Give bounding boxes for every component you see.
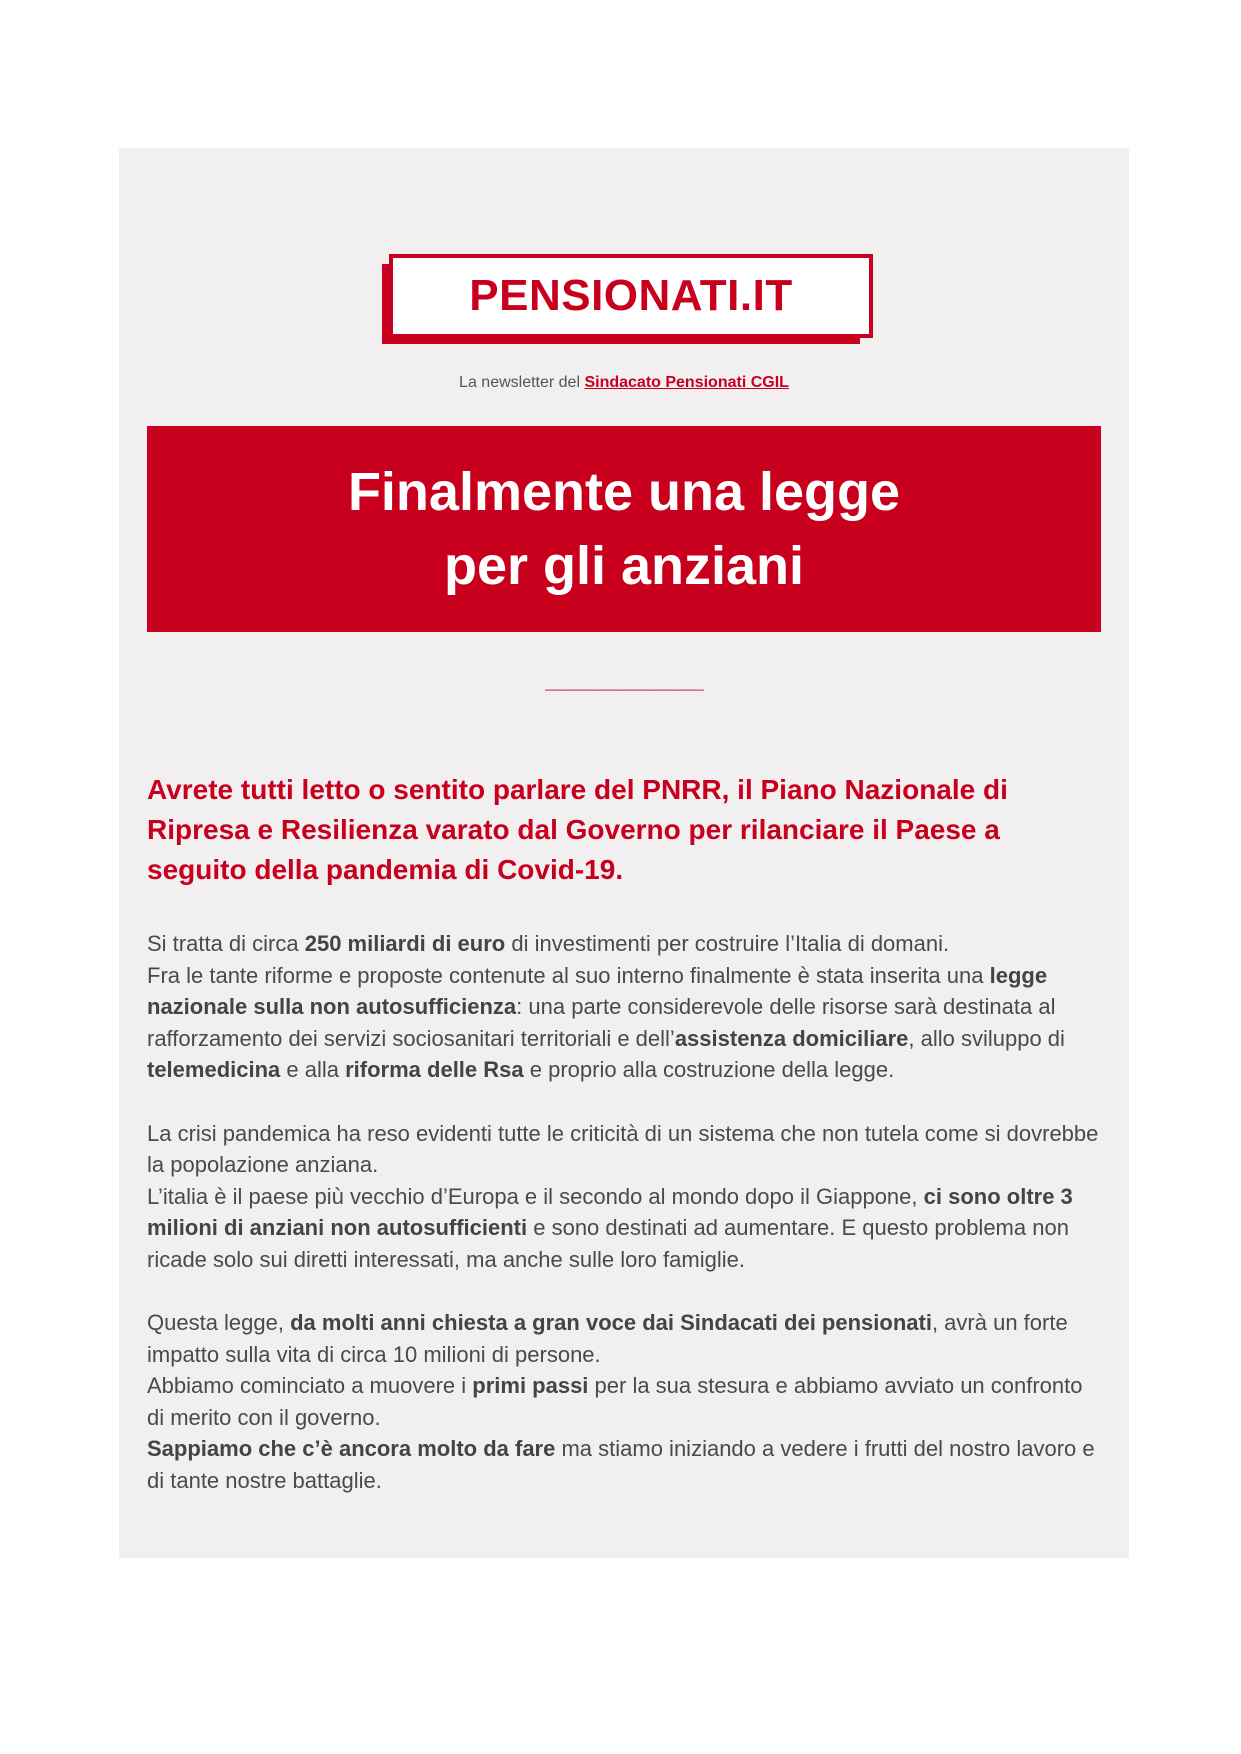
bold-text: assistenza domiciliare — [674, 1025, 909, 1051]
text: : una parte considerevole delle risorse sarà destinata al rafforzamento dei servizi sociosanitari territoriali e dell’ — [147, 994, 1056, 1051]
logo-text: PENSIONATI.IT — [469, 271, 793, 320]
text: La crisi pandemica ha reso evidenti tutte le criticità di un sistema che non tutela come si dovrebbe la popolazione anziana. — [147, 1120, 1099, 1177]
text: Abbiamo cominciato a muovere i — [147, 1373, 473, 1398]
lead-paragraph: Avrete tutti letto o sentito parlare del PNRR, il Piano Nazionale di Ripresa e Resilienza varato dal Governo per rilanciare il Paese a seguito della pandemia di Covid-19. — [147, 774, 1008, 885]
article-body — [147, 770, 1101, 1528]
paragraph-2 — [147, 1118, 1101, 1276]
headline-banner — [147, 426, 1101, 632]
text: per la sua stesura e abbiamo avviato un confronto di merito con il governo. — [147, 1373, 1083, 1430]
text: , avrà un forte impatto sulla vita di circa 10 milioni di persone. — [147, 1310, 1068, 1367]
logo-box — [389, 254, 873, 338]
bold-text: Sappiamo che c’è ancora molto da fare — [147, 1436, 556, 1461]
divider: ______________ — [545, 668, 703, 693]
text: Questa legge, — [147, 1310, 291, 1335]
text: L’italia è il paese più vecchio d’Europa e il secondo al mondo dopo il Giappone, — [147, 1183, 924, 1209]
bold-text: legge nazionale sulla non autosufficienza — [147, 962, 1048, 1019]
tagline-prefix: La newsletter del — [459, 374, 585, 391]
bold-text: 250 miliardi di euro — [304, 931, 506, 956]
text: Fra le tante riforme e proposte contenute al suo interno finalmente è stata inserita una — [147, 962, 990, 988]
paragraph-3 — [147, 1307, 1101, 1496]
sindacato-link[interactable]: Sindacato Pensionati CGIL — [584, 374, 789, 391]
text: Si tratta di circa — [147, 931, 305, 956]
text: di investimenti per costruire l’Italia di domani. — [505, 931, 950, 956]
newsletter-card — [119, 148, 1129, 1558]
bold-text: primi passi — [472, 1373, 589, 1398]
text: ma stiamo iniziando a vedere i frutti del nostro lavoro e di tante nostre battaglie. — [147, 1436, 1095, 1493]
text: e proprio alla costruzione della legge. — [523, 1057, 895, 1082]
text: , allo sviluppo di — [908, 1025, 1065, 1051]
bold-text: ci sono oltre 3 milioni di anziani non autosufficienti — [147, 1183, 1073, 1240]
bold-text: da molti anni chiesta a gran voce dai Sindacati dei pensionati — [290, 1310, 932, 1335]
text: e sono destinati ad aumentare. E questo problema non ricade solo sui diretti interessati, ma anche sulle loro famiglie. — [147, 1215, 1069, 1272]
headline-line-1: Finalmente una legge — [347, 462, 901, 522]
bold-text: riforma delle Rsa — [345, 1057, 524, 1082]
tagline — [119, 374, 1129, 392]
bold-text: telemedicina — [147, 1057, 281, 1082]
headline-line-2: per gli anziani — [443, 536, 805, 596]
logo[interactable] — [382, 254, 872, 346]
text: e alla — [280, 1057, 346, 1082]
paragraph-1 — [147, 928, 1101, 1086]
